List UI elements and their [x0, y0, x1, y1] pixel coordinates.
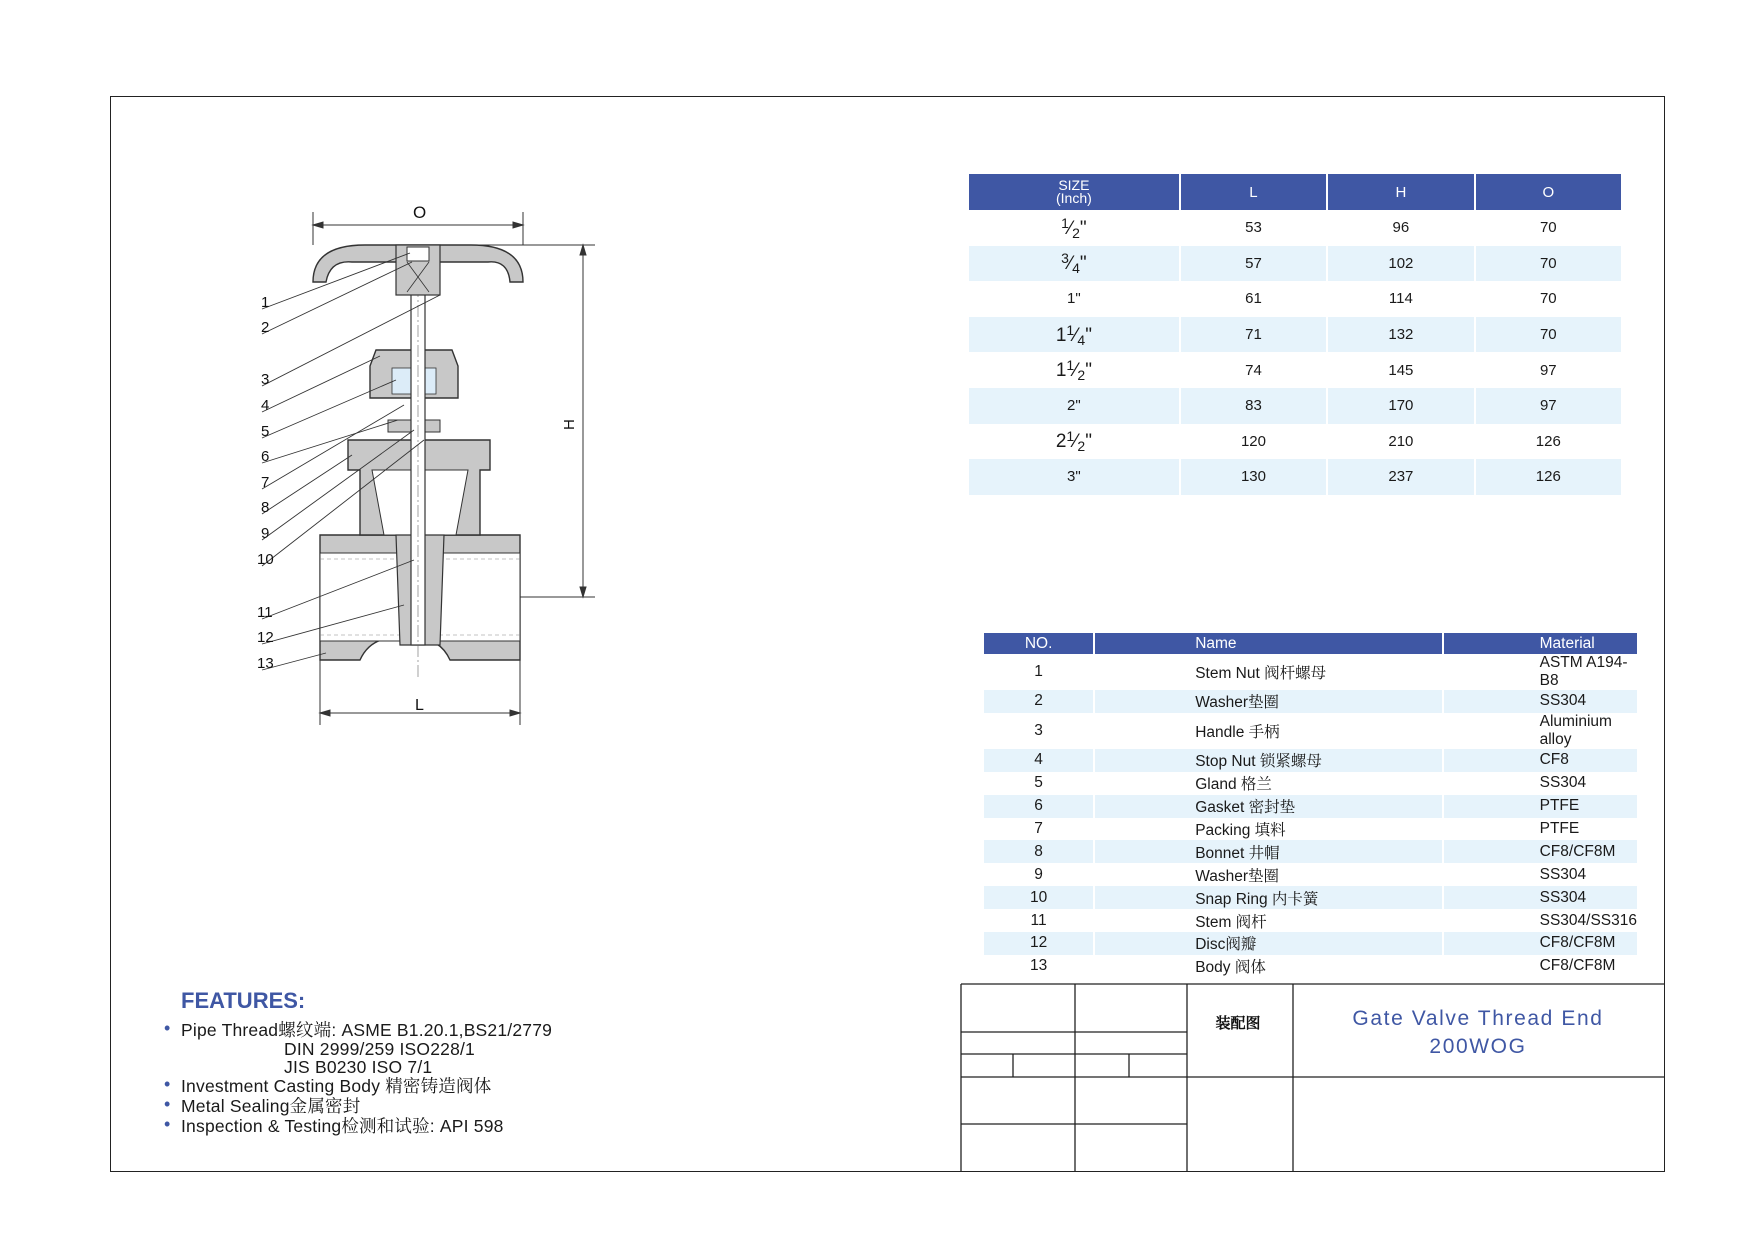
l-cell: 71	[1181, 317, 1326, 353]
table-row	[984, 654, 1637, 690]
h-cell: 145	[1388, 361, 1414, 379]
no-cell: 13	[1029, 957, 1048, 975]
no-cell: 12	[984, 932, 1093, 955]
size-cell: $^3⁄_4$"	[969, 246, 1179, 282]
material-cell: Aluminium alloy	[1539, 712, 1612, 748]
h-cell: 210	[1388, 432, 1414, 450]
h-cell: 132	[1328, 317, 1473, 353]
header-size-line2: (Inch)	[1055, 190, 1092, 206]
o-cell: 126	[1476, 459, 1621, 495]
table-row	[984, 863, 1637, 886]
h-cell: 102	[1328, 246, 1473, 282]
o-cell: 70	[1539, 219, 1557, 237]
name-cell: Packing 填料	[1195, 822, 1286, 839]
header-h: H	[1328, 174, 1473, 210]
dimension-l-label: L	[415, 697, 424, 714]
title-block-title	[1293, 1005, 1663, 1061]
callout-4: 4	[261, 397, 270, 414]
callout-8: 8	[261, 499, 270, 516]
h-cell: 114	[1388, 290, 1413, 308]
feature-continuation: JIS B0230 ISO 7/1	[284, 1057, 433, 1077]
dimensions-table	[967, 174, 1623, 495]
table-row	[984, 909, 1637, 932]
callout-5: 5	[261, 423, 270, 440]
name-cell: Stem 阀杆	[1195, 913, 1267, 931]
no-cell: 11	[1030, 911, 1047, 929]
feature-continuation: DIN 2999/259 ISO228/1	[284, 1039, 475, 1059]
no-cell: 1	[1034, 663, 1043, 680]
list-item: • Metal Sealing金属密封	[162, 1096, 552, 1116]
header-name: Name	[1095, 633, 1441, 654]
table-row	[984, 886, 1637, 909]
header-size	[969, 174, 1179, 210]
table-row	[984, 749, 1637, 772]
parts-table	[982, 633, 1639, 978]
o-cell: 70	[1476, 317, 1621, 353]
callout-13: 13	[257, 655, 274, 672]
callout-6: 6	[261, 448, 270, 465]
callout-2: 2	[261, 319, 270, 336]
feature-text: Pipe Thread螺纹端: ASME B1.20.1,BS21/2779	[181, 1020, 553, 1040]
l-cell: 83	[1181, 388, 1326, 424]
table-row	[984, 690, 1637, 713]
dimensions-header-row	[969, 174, 1621, 210]
material-cell: CF8/CF8M	[1444, 932, 1637, 955]
l-cell: 74	[1245, 361, 1262, 379]
material-cell: PTFE	[1444, 795, 1637, 818]
h-cell: 237	[1328, 459, 1473, 495]
title-line-2: 200WOG	[1429, 1035, 1527, 1058]
table-row	[984, 840, 1637, 863]
material-cell: SS304	[1444, 690, 1637, 713]
table-row	[984, 795, 1637, 818]
l-cell: 130	[1181, 459, 1326, 495]
callout-3: 3	[261, 371, 270, 388]
material-cell: CF8/CF8M	[1539, 957, 1616, 975]
no-cell: 7	[1034, 820, 1043, 837]
table-row	[984, 772, 1637, 795]
no-cell: 9	[1034, 865, 1043, 883]
size-cell: 2"	[969, 388, 1179, 424]
o-cell: 70	[1539, 290, 1557, 308]
parts-header-row	[984, 633, 1637, 654]
no-cell: 5	[1034, 774, 1043, 792]
list-item: • Investment Casting Body 精密铸造阀体	[162, 1076, 552, 1096]
size-cell: $2^1⁄_2$"	[1055, 428, 1092, 455]
assembly-drawing-label: 装配图	[1215, 1015, 1261, 1032]
table-row	[969, 246, 1621, 282]
material-cell: SS304/SS316	[1539, 911, 1637, 929]
name-cell: Body 阀体	[1195, 959, 1266, 977]
callout-10: 10	[257, 551, 274, 568]
header-no: NO.	[984, 633, 1093, 654]
name-cell: Snap Ring 内卡簧	[1095, 886, 1441, 909]
no-cell: 4	[984, 749, 1093, 772]
name-cell: Stem Nut 阀杆螺母	[1195, 665, 1327, 682]
header-o: O	[1476, 174, 1621, 210]
table-row	[969, 281, 1621, 317]
table-row	[969, 352, 1621, 388]
table-row	[969, 388, 1621, 424]
material-cell: SS304	[1539, 774, 1587, 792]
l-cell: 120	[1240, 432, 1266, 450]
valve-body-drawing	[313, 245, 523, 680]
no-cell: 6	[984, 795, 1093, 818]
material-cell: PTFE	[1539, 820, 1580, 837]
material-cell: SS304	[1444, 886, 1637, 909]
h-cell: 96	[1392, 219, 1410, 237]
o-cell: 97	[1539, 361, 1557, 379]
o-cell: 126	[1535, 432, 1561, 450]
callout-9: 9	[261, 525, 270, 542]
size-cell: $^1⁄_2$"	[1061, 214, 1087, 241]
table-row	[969, 210, 1621, 246]
o-cell: 97	[1476, 388, 1621, 424]
callout-11: 11	[257, 604, 273, 621]
no-cell: 8	[984, 840, 1093, 863]
size-cell: $1^1⁄_2$"	[1055, 357, 1092, 384]
name-cell: Gland 格兰	[1195, 776, 1272, 794]
name-cell: Gasket 密封垫	[1095, 795, 1441, 818]
header-material: Material	[1444, 633, 1637, 654]
l-cell: 53	[1245, 219, 1262, 237]
size-cell: 3"	[969, 459, 1179, 495]
no-cell: 3	[1034, 721, 1043, 739]
table-row	[969, 424, 1621, 460]
size-cell: $1^1⁄_4$"	[969, 317, 1179, 353]
title-line-1: Gate Valve Thread End	[1352, 1007, 1604, 1030]
callout-1: 1	[261, 294, 270, 311]
features-list	[162, 1020, 552, 1136]
features-title: FEATURES:	[181, 988, 306, 1013]
material-cell: CF8	[1444, 749, 1637, 772]
dimension-o-label: O	[413, 203, 427, 222]
no-cell: 2	[984, 690, 1093, 713]
table-row	[984, 818, 1637, 841]
h-cell: 170	[1328, 388, 1473, 424]
name-cell: Disc阀瓣	[1095, 932, 1441, 955]
table-row	[969, 317, 1621, 353]
material-cell: SS304	[1539, 865, 1587, 883]
name-cell: Washer垫圈	[1095, 690, 1441, 713]
header-l: L	[1181, 174, 1326, 210]
l-cell: 61	[1245, 290, 1262, 308]
material-cell: CF8/CF8M	[1444, 840, 1637, 863]
header-size-line1: SIZE	[1058, 177, 1090, 193]
o-cell: 70	[1476, 246, 1621, 282]
no-cell: 10	[984, 886, 1093, 909]
list-item	[162, 1020, 552, 1076]
name-cell: Bonnet 井帽	[1095, 840, 1441, 863]
material-cell: ASTM A194-B8	[1539, 654, 1628, 689]
features-section	[162, 988, 552, 1136]
name-cell: Handle 手柄	[1195, 723, 1280, 741]
table-row	[984, 955, 1637, 978]
table-row	[984, 713, 1637, 749]
name-cell: Stop Nut 锁紧螺母	[1095, 749, 1441, 772]
table-row	[969, 459, 1621, 495]
list-item: • Inspection & Testing检测和试验: API 598	[162, 1116, 552, 1136]
size-cell: 1"	[1067, 290, 1081, 308]
table-row	[984, 932, 1637, 955]
name-cell: Washer垫圈	[1195, 867, 1280, 885]
callout-12: 12	[257, 629, 274, 646]
dimension-h-label: H	[561, 419, 578, 430]
callout-7: 7	[261, 474, 270, 491]
l-cell: 57	[1181, 246, 1326, 282]
